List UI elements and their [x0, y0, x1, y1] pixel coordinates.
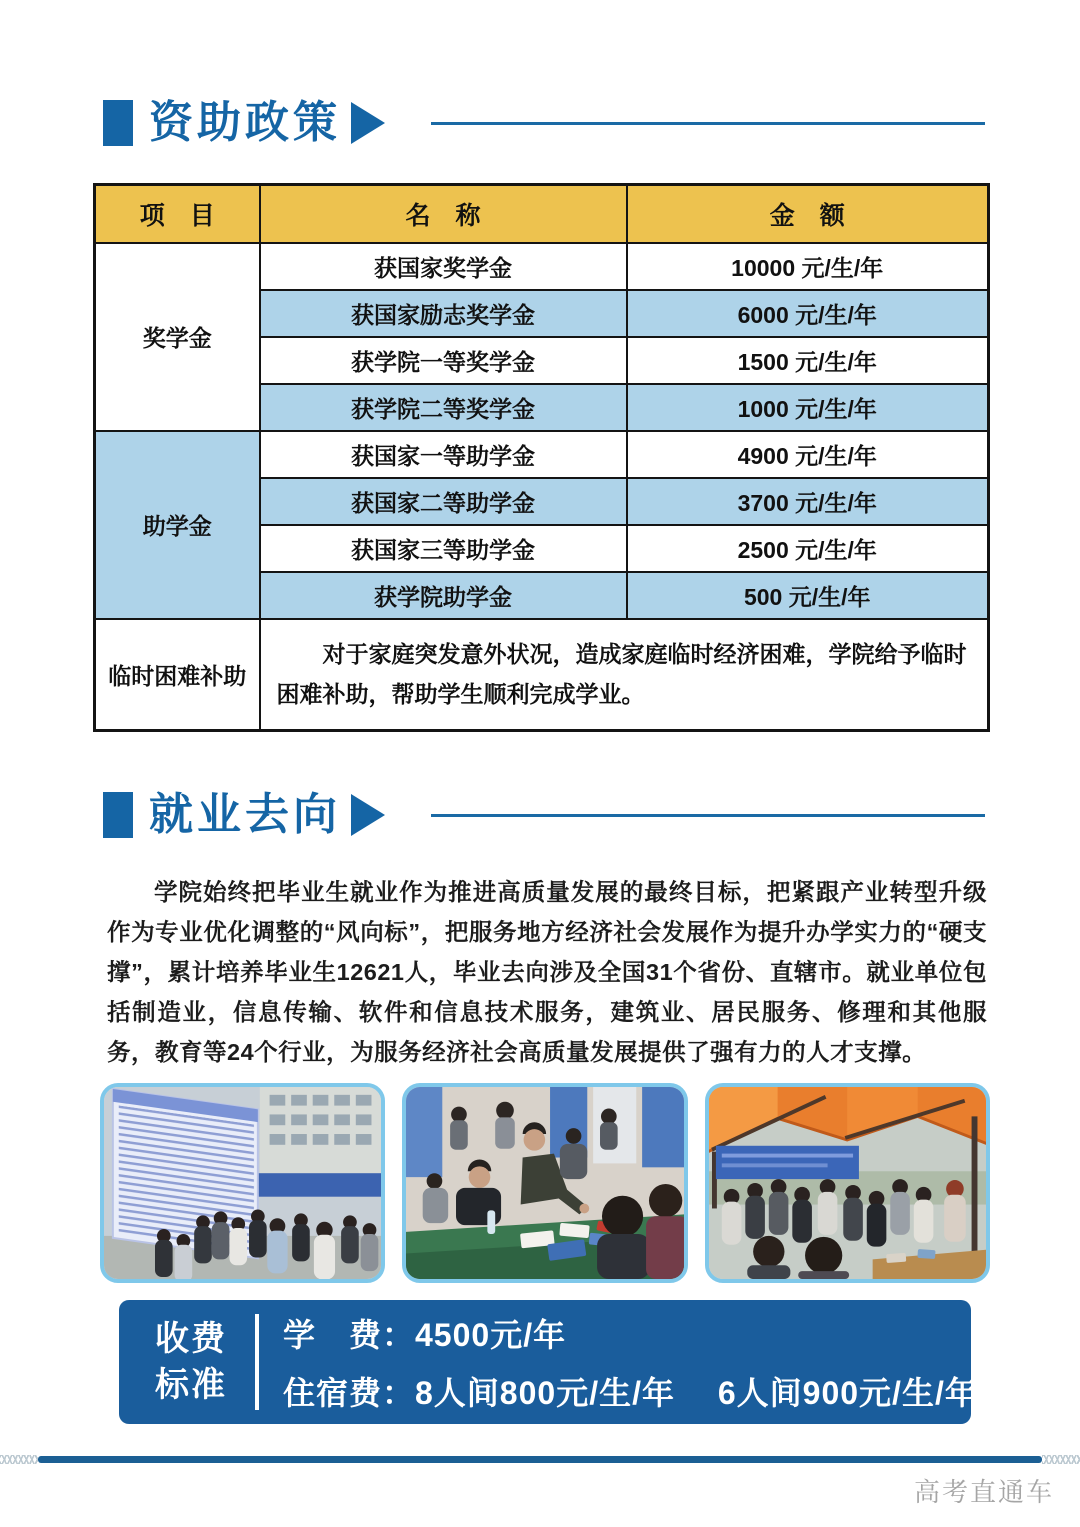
row-name: 获学院助学金 [260, 572, 627, 619]
table-row [95, 619, 989, 731]
fee-divider [255, 1314, 259, 1410]
fee-label-line2: 标准 [155, 1366, 227, 1404]
row-amount: 4900 元/生/年 [627, 431, 989, 478]
chevron-hatch-right [1042, 1455, 1080, 1464]
table-row [95, 243, 989, 290]
funding-section-title: 资助政策 [149, 98, 341, 147]
col-header-amount: 金 额 [627, 185, 989, 243]
employment-paragraph: 学院始终把毕业生就业作为推进高质量发展的最终目标，把紧跟产业转型升级作为专业优化调整的“风向标”，把服务地方经济社会发展作为提升办学实力的“硬支撑”，累计培养毕业生12621人，毕业去向涉及全国31个省份、直辖市。就业单位包括制造业，信息传输、软件和信息技术服务，建筑业、居民服务、修理和其他服务，教育等24个行业，为服务经济社会高质量发展提供了强有力的人才支撑。 [107, 879, 987, 1065]
hardship-note: 对于家庭突发意外状况，造成家庭临时经济困难，学院给予临时困难补助，帮助学生顺利完成学业。 [260, 619, 989, 731]
photo-canopy-booth [705, 1083, 990, 1283]
table-header-row [95, 185, 989, 243]
employment-section-title: 就业去向 [149, 790, 341, 839]
section-header-funding [103, 100, 985, 146]
group-label-hardship: 临时困难补助 [95, 619, 260, 731]
photo-job-board-illustration [104, 1087, 381, 1279]
row-name: 获国家奖学金 [260, 243, 627, 290]
row-name: 获国家励志奖学金 [260, 290, 627, 337]
photo-canopy-illustration [709, 1087, 986, 1279]
group-label-scholarship: 奖学金 [95, 243, 260, 431]
row-amount: 2500 元/生/年 [627, 525, 989, 572]
section-header-employment [103, 792, 985, 838]
row-amount: 500 元/生/年 [627, 572, 989, 619]
watermark-gaokao-zhitongche: 高考直通车 [913, 1477, 1054, 1507]
photo-recruitment-illustration [406, 1087, 683, 1279]
funding-table [93, 183, 990, 732]
row-amount: 1500 元/生/年 [627, 337, 989, 384]
header-rule [431, 814, 985, 817]
row-amount: 10000 元/生/年 [627, 243, 989, 290]
triangle-right-icon [351, 794, 385, 836]
fee-label [139, 1316, 243, 1408]
col-header-item: 项 目 [95, 185, 260, 243]
row-amount: 6000 元/生/年 [627, 290, 989, 337]
photo-strip [100, 1083, 990, 1283]
divider-line [38, 1456, 1042, 1463]
accommodation-line: 住宿费：8人间800元/生/年 6人间900元/生/年 [283, 1375, 978, 1411]
row-amount: 3700 元/生/年 [627, 478, 989, 525]
row-name: 获国家二等助学金 [260, 478, 627, 525]
row-name: 获学院二等奖学金 [260, 384, 627, 431]
fee-lines [283, 1310, 978, 1414]
row-amount: 1000 元/生/年 [627, 384, 989, 431]
title-block-icon [103, 792, 133, 838]
fee-standard-banner [119, 1300, 978, 1424]
photo-recruitment-table [402, 1083, 687, 1283]
table-row [95, 431, 989, 478]
tuition-line: 学 费：4500元/年 [283, 1317, 567, 1353]
title-block-icon [103, 100, 133, 146]
header-rule [431, 122, 985, 125]
row-name: 获国家一等助学金 [260, 431, 627, 478]
bottom-divider [0, 1454, 1080, 1464]
photo-job-board [100, 1083, 385, 1283]
row-name: 获国家三等助学金 [260, 525, 627, 572]
group-label-grant: 助学金 [95, 431, 260, 619]
row-name: 获学院一等奖学金 [260, 337, 627, 384]
chevron-hatch-left [0, 1455, 38, 1464]
fee-label-line1: 收费 [155, 1320, 227, 1358]
col-header-name: 名 称 [260, 185, 627, 243]
triangle-right-icon [351, 102, 385, 144]
